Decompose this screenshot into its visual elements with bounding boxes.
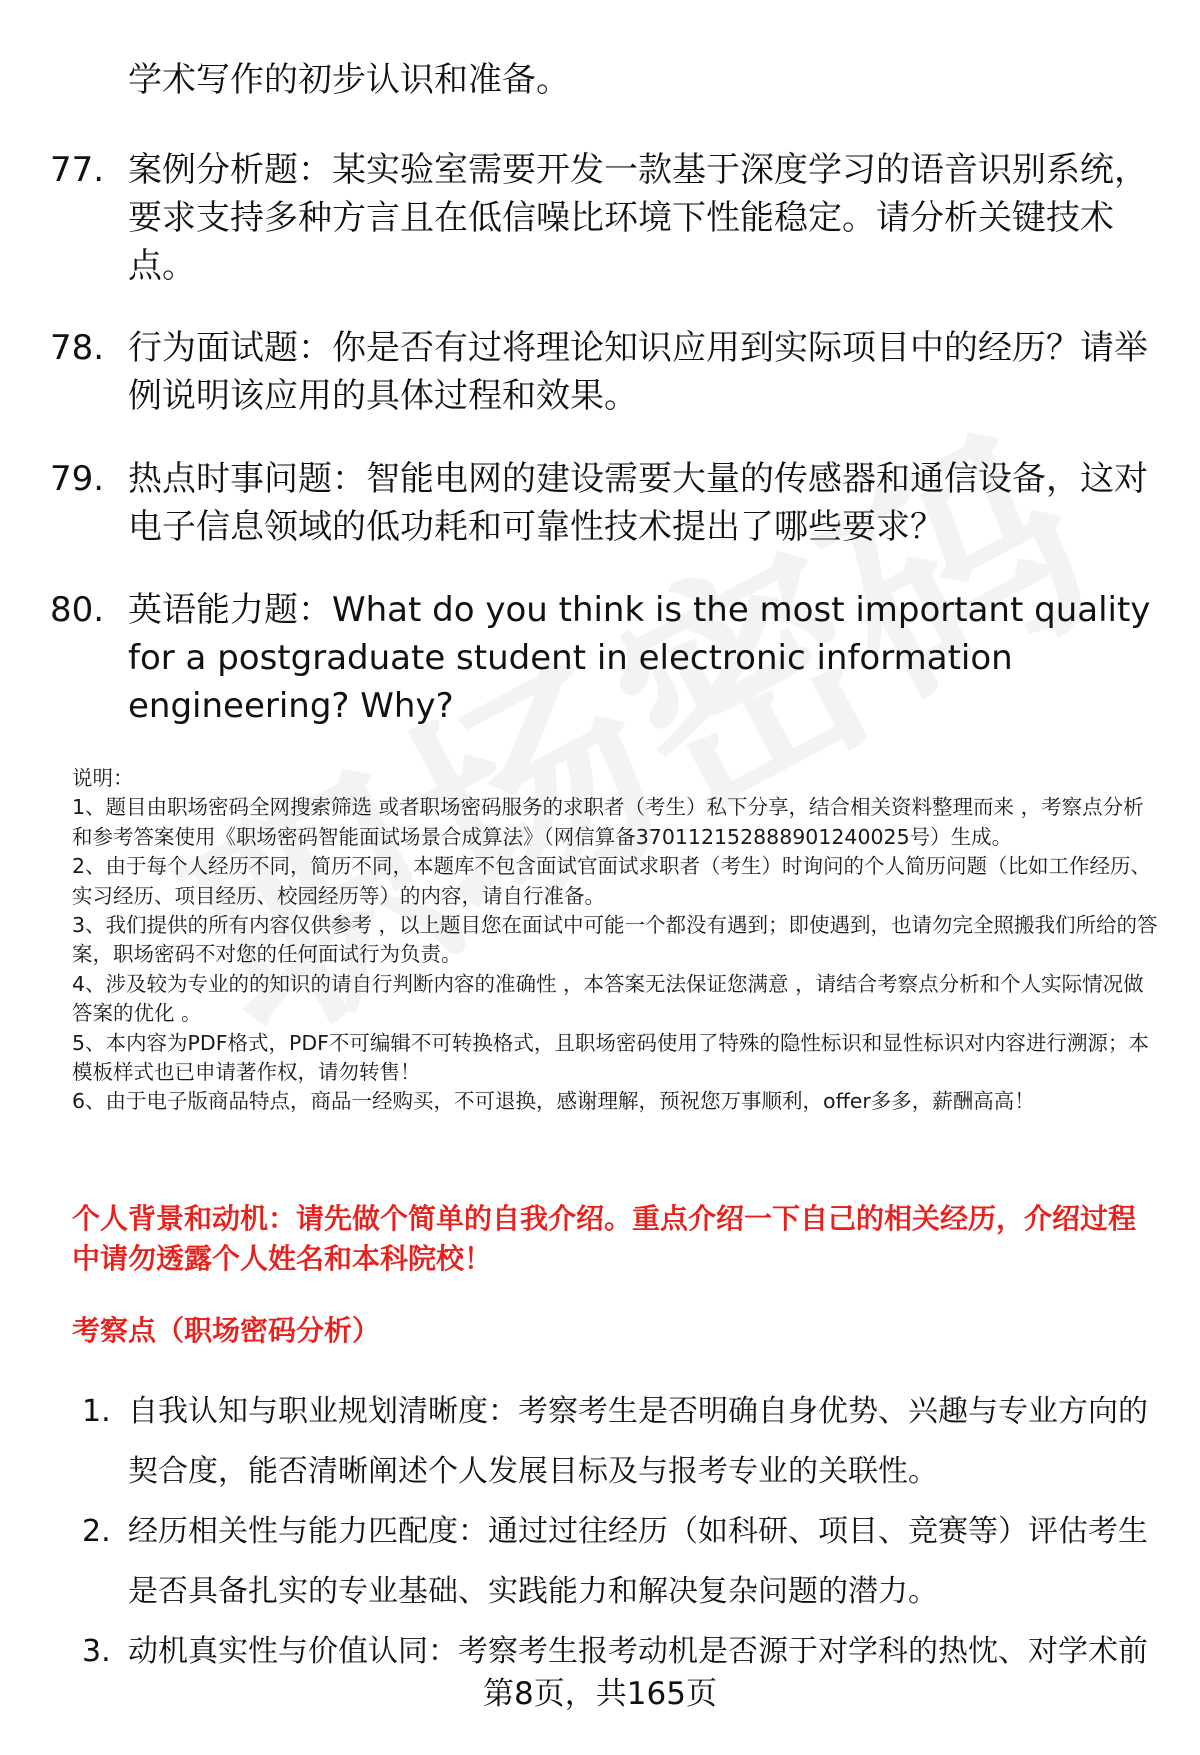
question-number: 80. (50, 590, 105, 630)
question-text: 热点时事问题：智能电网的建设需要大量的传感器和通信设备，这对电子信息领域的低功耗和可靠性技术提出了哪些要求？ (128, 459, 1148, 547)
key-point-number: 1. (82, 1394, 111, 1429)
question-number: 77. (50, 150, 105, 190)
question-text: 行为面试题：你是否有过将理论知识应用到实际项目中的经历？请举例说明该应用的具体过程和效果。 (128, 328, 1148, 416)
question-number: 78. (50, 328, 105, 368)
key-point-1 (0, 1382, 1160, 1502)
key-point-2 (0, 1502, 1160, 1622)
question-79 (0, 455, 1160, 551)
note-item: 5、本内容为PDF格式，PDF不可编辑不可转换格式，且职场密码使用了特殊的隐性标识和显性标识对内容进行溯源；本模板样式也已申请著作权，请勿转售！ (72, 1030, 1149, 1085)
key-point-text: 经历相关性与能力匹配度：通过过往经历（如科研、项目、竞赛等）评估考生是否具备扎实的专业基础、实践能力和解决复杂问题的潜力。 (128, 1514, 1148, 1609)
question-number: 79. (50, 459, 105, 499)
background-question: 个人背景和动机：请先做个简单的自我介绍。重点介绍一下自己的相关经历，介绍过程中请勿透露个人姓名和本科院校！ (72, 1202, 1137, 1275)
question-text: 案例分析题：某实验室需要开发一款基于深度学习的语音识别系统，要求支持多种方言且在低信噪比环境下性能稳定。请分析关键技术点。 (128, 150, 1148, 286)
question-78 (0, 324, 1160, 420)
note-item: 1、题目由职场密码全网搜索筛选 或者职场密码服务的求职者（考生）私下分享，结合相关资料整理而来 ，考察点分析和参考答案使用《职场密码智能面试场景合成算法》（网信算备370112152888901240025号）生成。 (72, 795, 1144, 849)
key-point-text: 自我认知与职业规划清晰度：考察考生是否明确自身优势、兴趣与专业方向的契合度，能否清晰阐述个人发展目标及与报考专业的关联性。 (128, 1394, 1148, 1489)
notes-heading: 说明： (72, 766, 134, 790)
key-point-number: 2. (82, 1514, 111, 1549)
continuation-text: 学术写作的初步认识和准备。 (128, 60, 570, 100)
note-item: 4、涉及较为专业的的知识的请自行判断内容的准确性 ，本答案无法保证您满意 ，请结合考察点分析和个人实际情况做答案的优化 。 (72, 971, 1144, 1026)
note-item: 2、由于每个人经历不同，简历不同，本题库不包含面试官面试求职者（考生）时询问的个人简历问题（比如工作经历、实习经历、项目经历、校园经历等）的内容，请自行准备。 (72, 854, 1152, 908)
key-point-text: 动机真实性与价值认同：考察考生报考动机是否源于对学科的热忱、对学术前 (128, 1634, 1148, 1669)
question-80 (0, 586, 1160, 730)
notes-section (72, 764, 1162, 1117)
note-item: 3、我们提供的所有内容仅供参考 ，以上题目您在面试中可能一个都没有遇到；即使遇到，也请勿完全照搬我们所给的答案，职场密码不对您的任何面试行为负责。 (72, 913, 1158, 967)
question-text: 英语能力题：What do you think is the most important quality for a postgraduate student in electronic information engineering? Why? (128, 590, 1151, 726)
key-point-number: 3. (82, 1634, 111, 1669)
page-footer: 第8页，共165页 (483, 1676, 717, 1712)
note-item: 6、由于电子版商品特点，商品一经购买，不可退换，感谢理解，预祝您万事顺利，offer多多，薪酬高高！ (72, 1089, 1035, 1114)
question-77 (0, 146, 1160, 290)
analysis-heading: 考察点（职场密码分析） (72, 1314, 381, 1347)
